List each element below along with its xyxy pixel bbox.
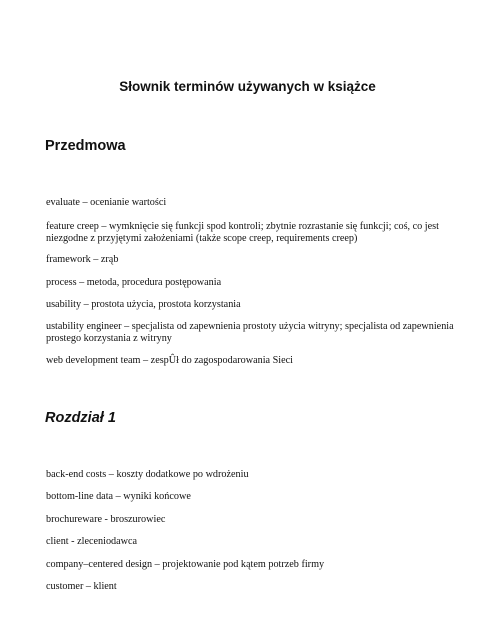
glossary-entry: web development team – zespÛł do zagospodarowania Sieci <box>46 355 293 366</box>
glossary-entry: brochureware - broszurowiec <box>46 514 166 525</box>
glossary-entry: bottom-line data – wyniki końcowe <box>46 491 191 502</box>
glossary-entry: process – metoda, procedura postępowania <box>46 277 222 288</box>
section-heading-rozdzial-1: Rozdział 1 <box>45 410 116 426</box>
glossary-entry: feature creep – wymknięcie się funkcji spod kontroli; zbytnie rozrastanie się funkcji; coś, co jest niezgodne z przyjętymi założeniami (także scope creep, requirements creep) <box>46 221 439 244</box>
glossary-entry: customer – klient <box>46 581 117 592</box>
glossary-entry: client - zleceniodawca <box>46 536 138 547</box>
glossary-entry: evaluate – ocenianie wartości <box>46 197 167 208</box>
glossary-entry: back-end costs – koszty dodatkowe po wdrożeniu <box>46 469 249 480</box>
glossary-entry: ustability engineer – specjalista od zapewnienia prostoty użycia witryny; specjalista od zapewnienia prostego korzystania z witryny <box>46 321 454 344</box>
section-heading-przedmowa: Przedmowa <box>45 138 126 154</box>
glossary-entry: usability – prostota użycia, prostota korzystania <box>46 299 241 310</box>
glossary-entry: framework – zrąb <box>46 254 119 265</box>
document-title: Słownik terminów używanych w książce <box>119 79 376 94</box>
glossary-entry: company–centered design – projektowanie pod kątem potrzeb firmy <box>46 559 325 570</box>
